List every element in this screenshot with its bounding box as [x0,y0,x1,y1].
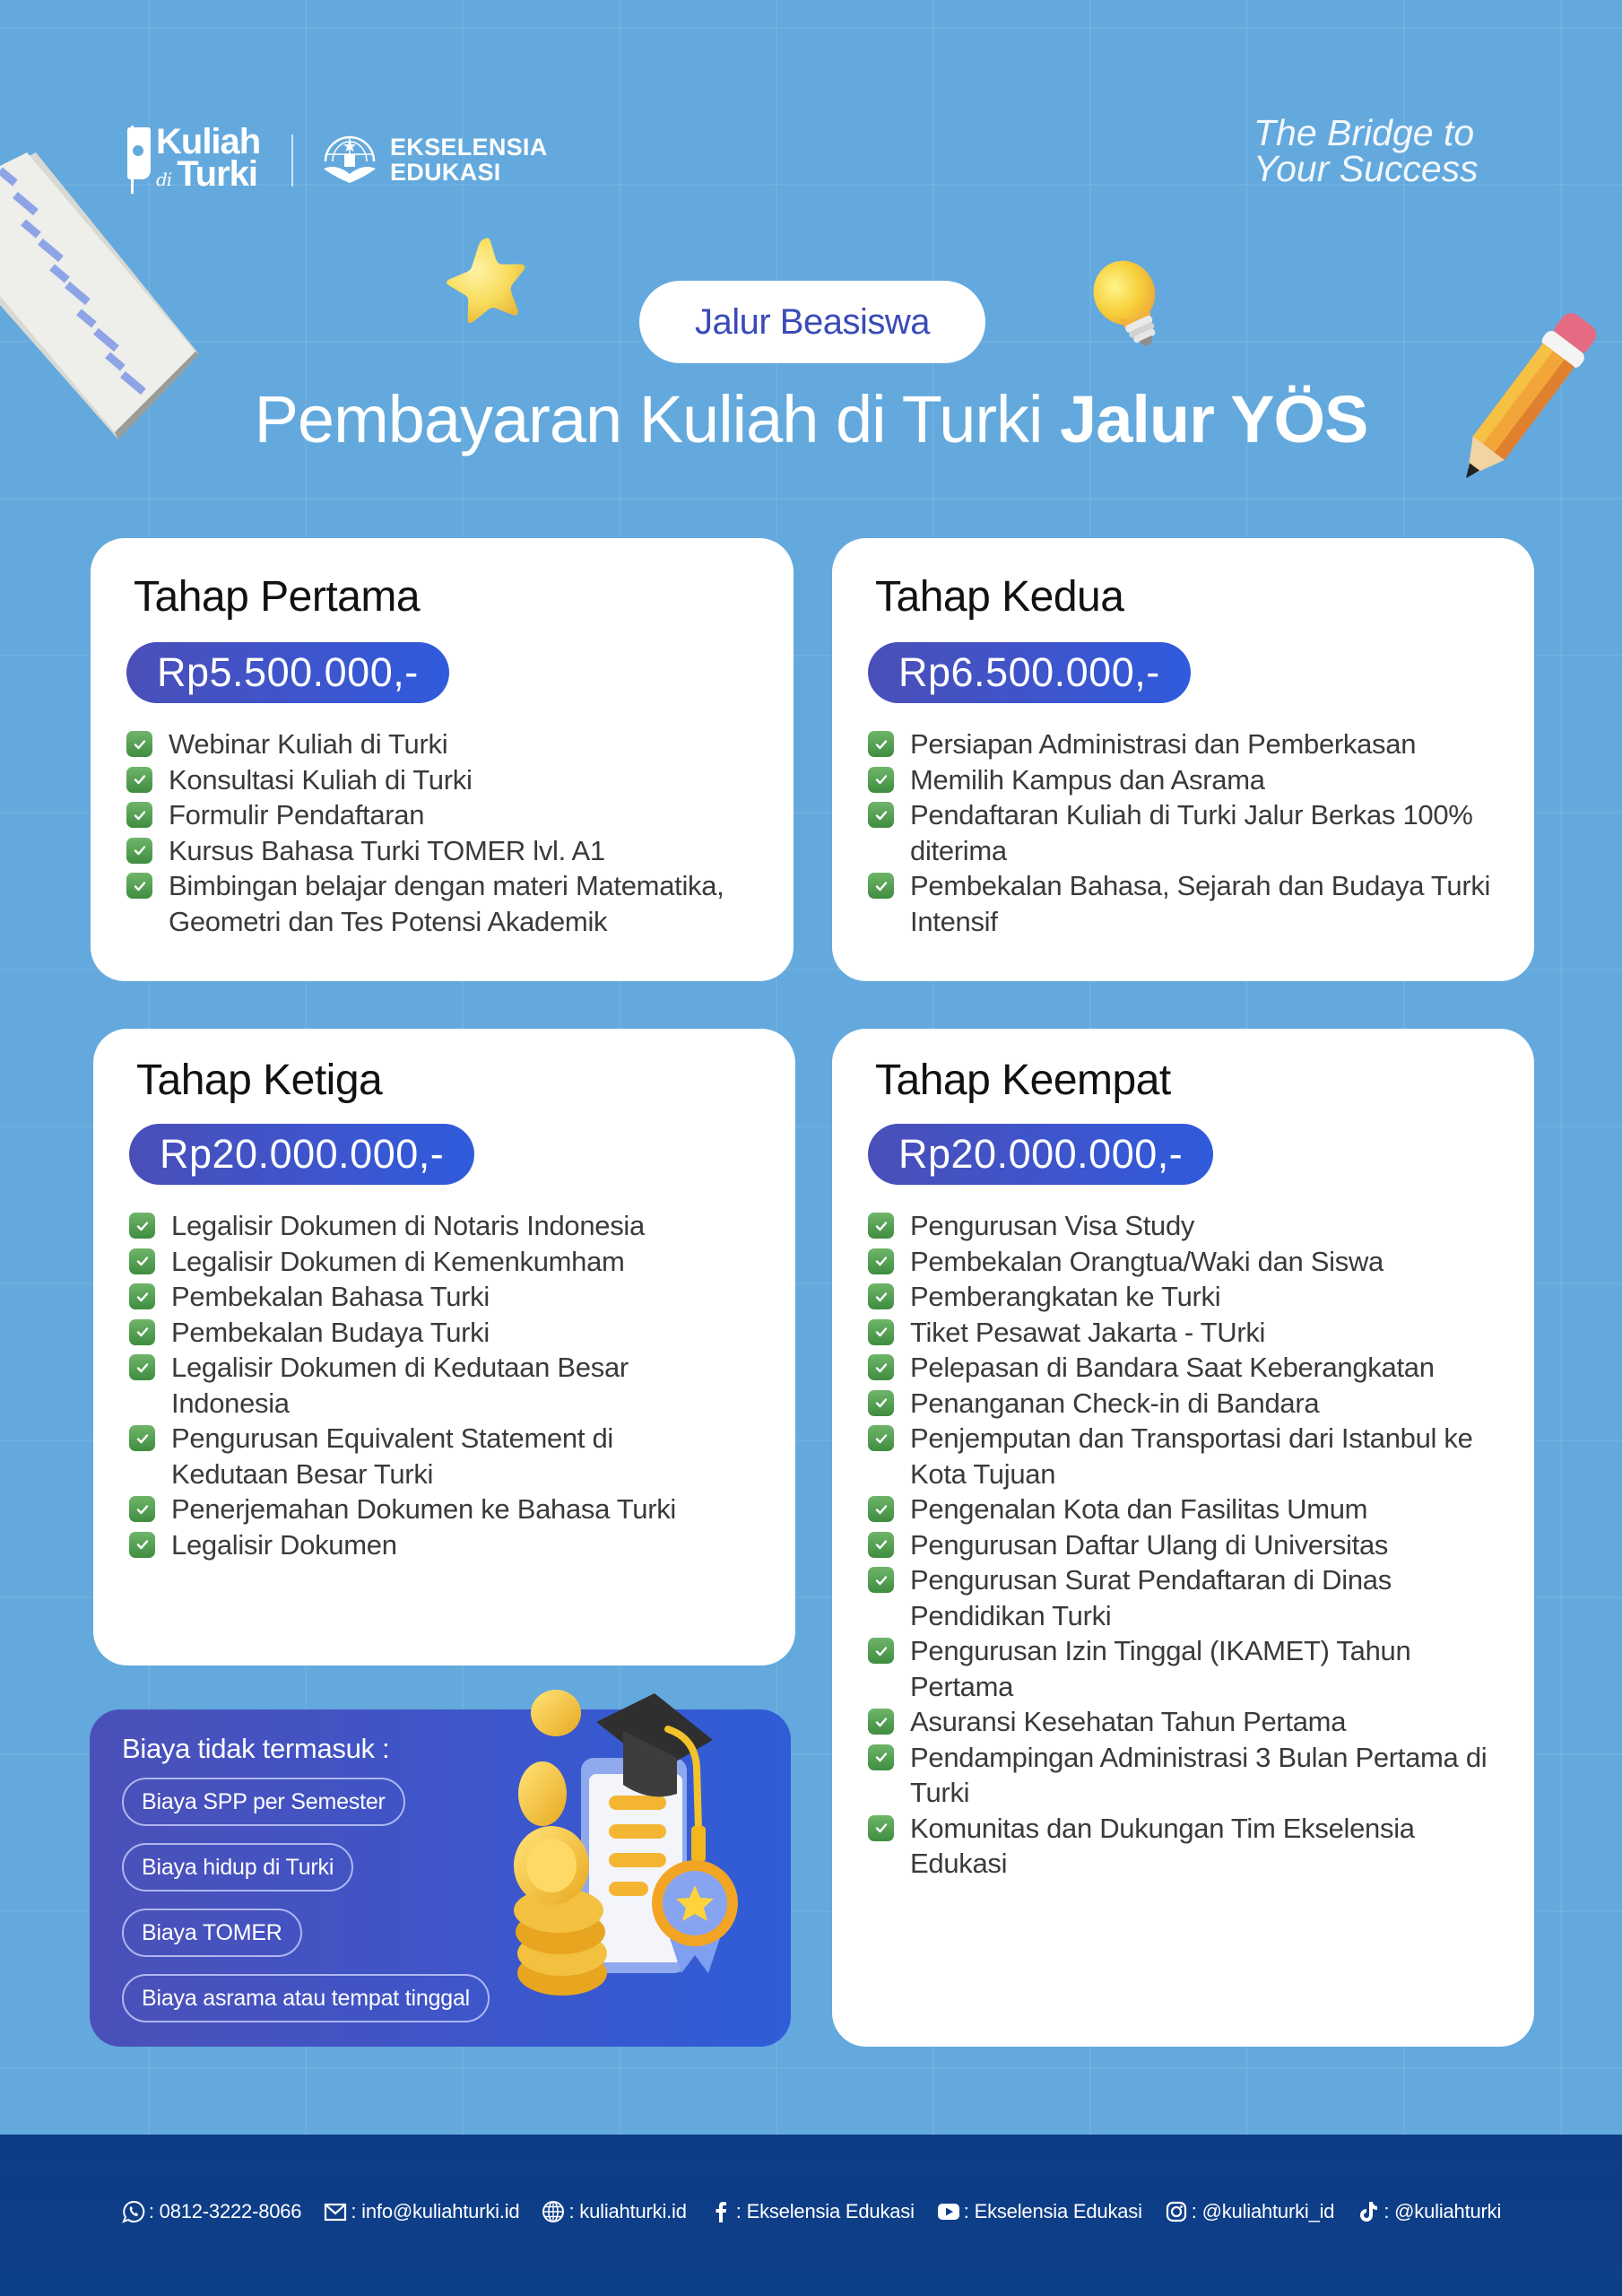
globe-book-emblem-icon [320,135,379,185]
logo-di-text: di [156,169,172,190]
excluded-cost-pill: Biaya asrama atau tempat tinggal [122,1974,490,2022]
list-item: Pengurusan Izin Tinggal (IKAMET) Tahun Pertama [868,1633,1502,1704]
star-illustration [441,236,531,326]
youtube-icon [936,2199,961,2224]
stage-items [129,1208,763,1562]
checkbox-icon [868,1496,894,1522]
ekselensia-edukasi-logo [320,135,548,185]
facebook-icon [708,2199,733,2224]
stage-items [868,1208,1502,1882]
stage-price: Rp6.500.000,- [868,642,1191,703]
tagline-line-2: Your Success [1253,148,1479,189]
checkbox-icon [129,1213,155,1239]
list-item: Pengurusan Equivalent Statement di Kedutaan Besar Turki [129,1421,763,1492]
footer-contact-bar [0,2135,1622,2296]
checkbox-icon [129,1532,155,1558]
checkbox-icon [126,767,152,793]
checkbox-icon [129,1319,155,1345]
checkbox-icon [868,1248,894,1274]
logo-kuliah-text: Kuliah [156,122,261,161]
title-light-text: Pembayaran Kuliah di Turki [254,382,1061,457]
stage-price: Rp20.000.000,- [868,1124,1213,1185]
checkbox-icon [868,1532,894,1558]
checkbox-icon [129,1354,155,1380]
list-item: Pendaftaran Kuliah di Turki Jalur Berkas 100% diterima [868,797,1502,868]
list-item: Legalisir Dokumen di Notaris Indonesia [129,1208,763,1244]
checkbox-icon [868,1815,894,1841]
list-item: Pembekalan Bahasa Turki [129,1279,763,1315]
title-bold-text: Jalur YÖS [1060,382,1368,457]
checkbox-icon [126,802,152,828]
contact-tiktok[interactable]: : @kuliahturki [1356,2199,1501,2224]
list-item: Pembekalan Budaya Turki [129,1315,763,1351]
stage-title: Tahap Ketiga [136,1057,383,1104]
list-item: Penerjemahan Dokumen ke Bahasa Turki [129,1492,763,1527]
list-item: Pengurusan Surat Pendaftaran di Dinas Pendidikan Turki [868,1562,1502,1633]
checkbox-icon [868,1744,894,1770]
stage-card-4 [832,1029,1534,2047]
contact-email[interactable]: : info@kuliahturki.id [323,2199,519,2224]
list-item: Kursus Bahasa Turki TOMER lvl. A1 [126,833,761,869]
checkbox-icon [868,1567,894,1593]
list-item: Persiapan Administrasi dan Pemberkasan [868,726,1502,762]
contact-facebook[interactable]: : Ekselensia Edukasi [708,2199,915,2224]
contact-website[interactable]: : kuliahturki.id [541,2199,686,2224]
checkbox-icon [129,1496,155,1522]
contact-instagram[interactable]: : @kuliahturki_id [1164,2199,1335,2224]
stage-title: Tahap Keempat [875,1057,1171,1104]
checkbox-icon [129,1425,155,1451]
excluded-cost-pill: Biaya TOMER [122,1909,302,1957]
tagline [1253,112,1479,189]
logo-divider [291,135,293,187]
stage-title: Tahap Pertama [134,573,421,621]
tagline-line-1: The Bridge to [1253,112,1475,153]
kuliah-di-turki-logo [126,122,261,196]
excluded-cost-pill: Biaya SPP per Semester [122,1778,405,1826]
list-item: Pelepasan di Bandara Saat Keberangkatan [868,1350,1502,1386]
route-badge: Jalur Beasiswa [639,281,985,363]
checkbox-icon [868,1638,894,1664]
page-title [0,381,1622,457]
tiktok-icon [1356,2199,1381,2224]
list-item: Pemberangkatan ke Turki [868,1279,1502,1315]
checkbox-icon [868,731,894,757]
instagram-icon [1164,2199,1189,2224]
list-item: Pengurusan Visa Study [868,1208,1502,1244]
checkbox-icon [868,767,894,793]
stage-price: Rp5.500.000,- [126,642,449,703]
list-item: Webinar Kuliah di Turki [126,726,761,762]
list-item: Memilih Kampus dan Asrama [868,762,1502,798]
checkbox-icon [868,1213,894,1239]
logo-turki-text: Turki [177,154,258,194]
list-item: Konsultasi Kuliah di Turki [126,762,761,798]
checkbox-icon [868,802,894,828]
list-item: Asuransi Kesehatan Tahun Pertama [868,1704,1502,1740]
stage-items [868,726,1502,939]
stage-card-1 [91,538,794,981]
globe-icon [541,2199,566,2224]
stage-items [126,726,761,939]
checkbox-icon [868,1354,894,1380]
checkbox-icon [129,1283,155,1309]
logo-edukasi-text: EDUKASI [390,159,501,186]
list-item: Pembekalan Bahasa, Sejarah dan Budaya Turki Intensif [868,868,1502,939]
excluded-cost-pill: Biaya hidup di Turki [122,1843,353,1892]
list-item: Pengenalan Kota dan Fasilitas Umum [868,1492,1502,1527]
excluded-costs-title: Biaya tidak termasuk : [122,1733,390,1764]
list-item: Legalisir Dokumen di Kemenkumham [129,1244,763,1280]
contact-youtube[interactable]: : Ekselensia Edukasi [936,2199,1142,2224]
list-item: Tiket Pesawat Jakarta - TUrki [868,1315,1502,1351]
list-item: Komunitas dan Dukungan Tim Ekselensia Edukasi [868,1811,1502,1882]
checkbox-icon [868,1709,894,1735]
stage-title: Tahap Kedua [875,573,1124,621]
list-item: Formulir Pendaftaran [126,797,761,833]
list-item: Legalisir Dokumen [129,1527,763,1563]
checkbox-icon [126,838,152,864]
checkbox-icon [868,1283,894,1309]
whatsapp-icon [121,2199,146,2224]
mail-icon [323,2199,348,2224]
stage-price: Rp20.000.000,- [129,1124,474,1185]
flag-logo-icon [126,126,152,194]
checkbox-icon [868,1425,894,1451]
list-item: Bimbingan belajar dengan materi Matematika, Geometri dan Tes Potensi Akademik [126,868,761,939]
light-bulb-illustration [1087,249,1185,357]
list-item: Penjemputan dan Transportasi dari Istanbul ke Kota Tujuan [868,1421,1502,1492]
list-item: Pengurusan Daftar Ulang di Universitas [868,1527,1502,1563]
list-item: Penanganan Check-in di Bandara [868,1386,1502,1422]
list-item: Pembekalan Orangtua/Waki dan Siswa [868,1244,1502,1280]
logo-ekselensia-text: EKSELENSIA [390,134,548,161]
checkbox-icon [126,873,152,899]
checkbox-icon [868,1390,894,1416]
checkbox-icon [868,1319,894,1345]
list-item: Legalisir Dokumen di Kedutaan Besar Indonesia [129,1350,763,1421]
graduation-certificate-illustration [489,1686,820,2009]
checkbox-icon [129,1248,155,1274]
list-item: Pendampingan Administrasi 3 Bulan Pertama di Turki [868,1740,1502,1811]
contact-whatsapp[interactable]: : 0812-3222-8066 [121,2199,302,2224]
checkbox-icon [868,873,894,899]
stage-card-2 [832,538,1534,981]
stage-card-3 [93,1029,795,1665]
checkbox-icon [126,731,152,757]
